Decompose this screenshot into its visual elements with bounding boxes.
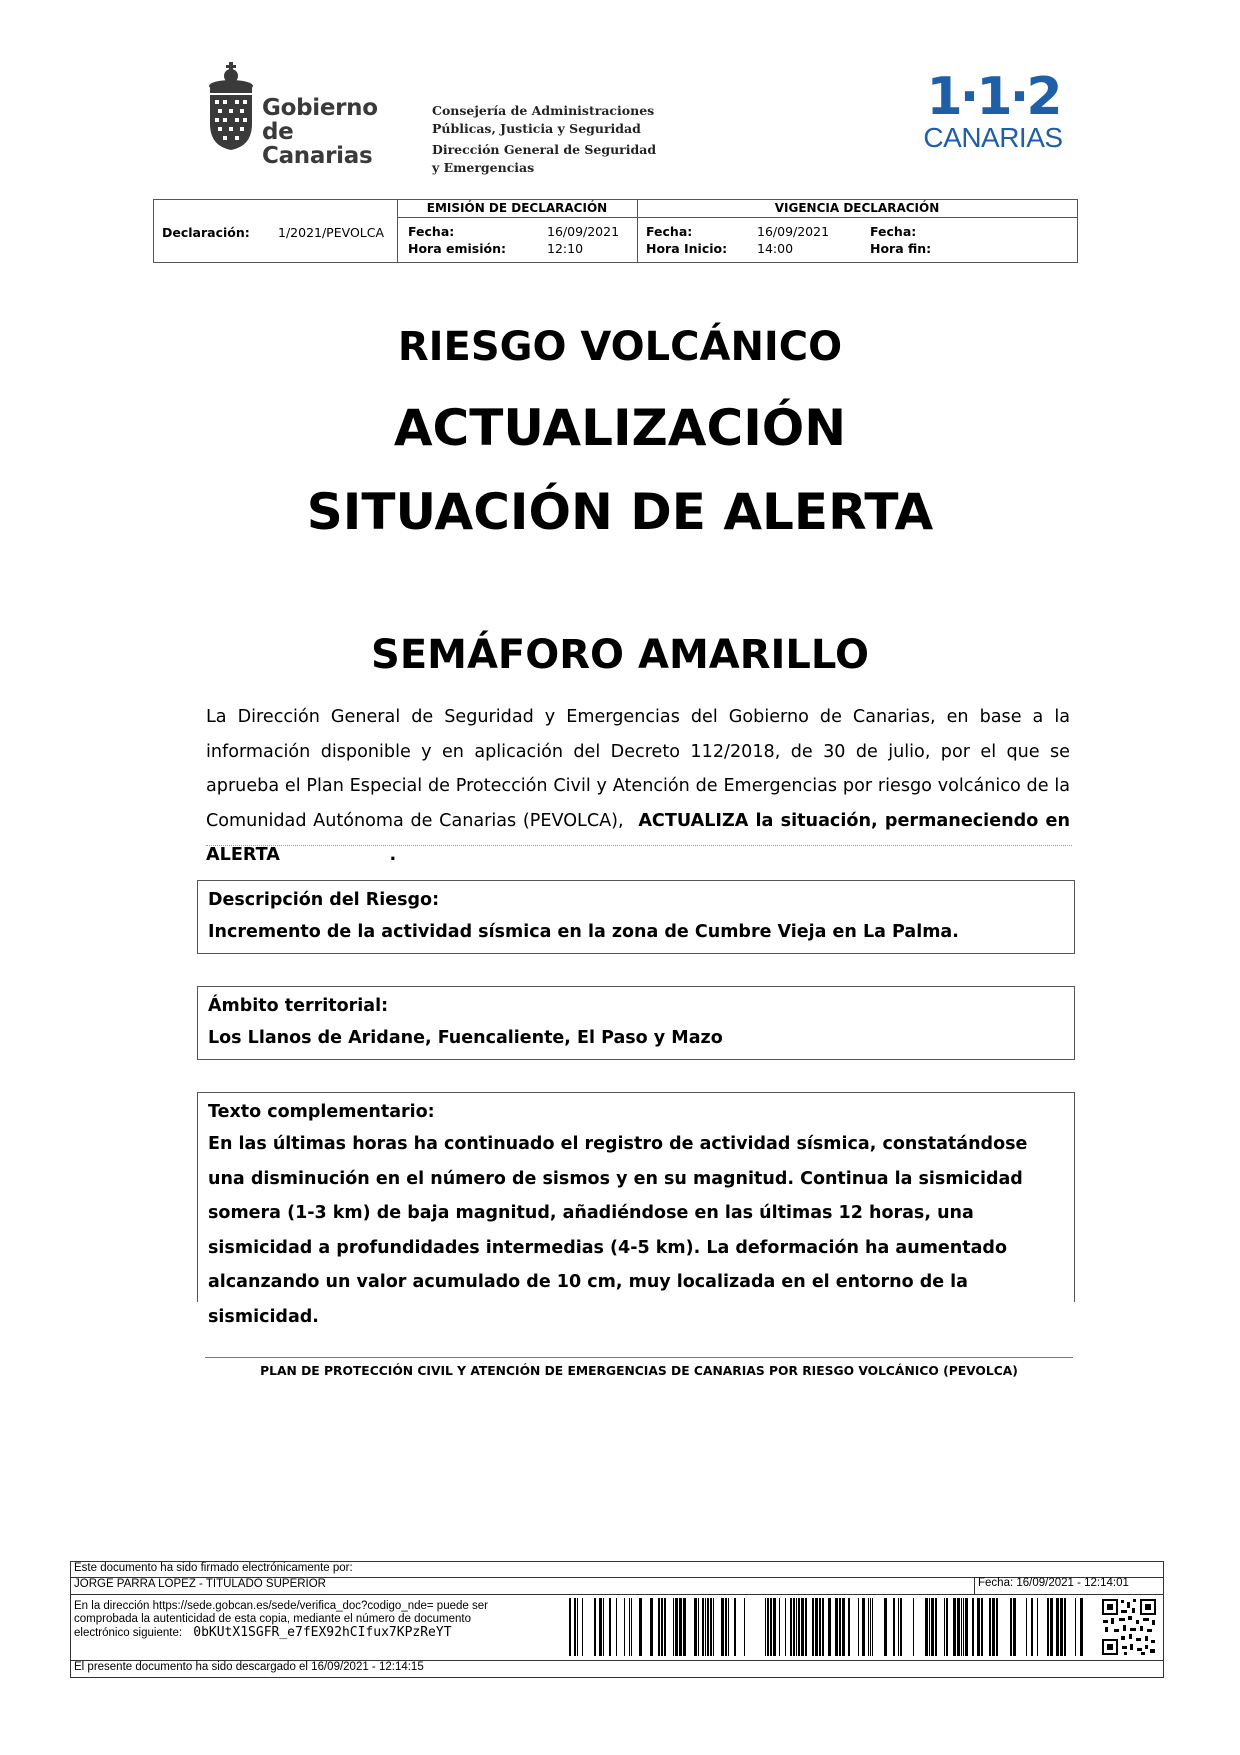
consejeria-line1: Consejería de Administraciones <box>432 103 655 118</box>
hora-fin-label: Hora fin: <box>870 241 932 256</box>
signer-row <box>71 1578 1163 1595</box>
plan-footer: PLAN DE PROTECCIÓN CIVIL Y ATENCIÓN DE EMERGENCIAS DE CANARIAS POR RIESGO VOLCÁNICO (PEVOLCA) <box>260 1364 1018 1378</box>
logo-112-canarias <box>918 67 1068 160</box>
verify-text <box>74 1600 488 1640</box>
texto-complementario-box <box>197 1092 1075 1327</box>
signer-name: JORGE PARRA LOPEZ - TITULADO SUPERIOR <box>74 1578 326 1590</box>
direccion-line2: y Emergencias <box>432 159 535 175</box>
verify-line2: comprobada la autenticidad de esta copia, mediante el número de documento <box>74 1613 472 1625</box>
hora-emision: 12:10 <box>547 241 584 256</box>
fecha-fin-label: Fecha: <box>870 224 917 239</box>
downloaded-text: El presente documento ha sido descargado el 16/09/2021 - 12:14:15 <box>74 1661 424 1673</box>
ambito-value: Los Llanos de Aridane, Fuencaliente, El Paso y Mazo <box>208 1028 723 1048</box>
barcode-icon <box>569 1598 1089 1656</box>
declaration-value: 1/2021/PEVOLCA <box>278 225 385 240</box>
verify-line1: En la dirección https://sede.gobcan.es/sede/verifica_doc?codigo_nde= puede ser <box>74 1600 488 1612</box>
logo-112-region: CANARIAS <box>923 122 1063 153</box>
ambito-label: Ámbito territorial: <box>208 996 389 1016</box>
vigencia-fecha: 16/09/2021 <box>757 224 830 239</box>
sign-date: Fecha: 16/09/2021 - 12:14:01 <box>974 1577 1164 1594</box>
logo-112-number: 1·1·2 <box>926 67 1060 127</box>
hora-inicio: 14:00 <box>757 241 794 256</box>
gobierno-name <box>262 96 406 168</box>
gobierno-line2: de Canarias <box>262 119 373 169</box>
declaration-label: Declaración: <box>162 225 250 240</box>
verify-row <box>71 1595 1163 1661</box>
intro-paragraph <box>206 700 1070 873</box>
verify-line3: electrónico siguiente: <box>74 1627 183 1639</box>
emision-header: EMISIÓN DE DECLARACIÓN <box>426 201 608 215</box>
coat-of-arms-icon <box>206 62 256 152</box>
gobierno-line1: Gobierno <box>262 95 378 121</box>
title-riesgo: RIESGO VOLCÁNICO <box>397 324 843 370</box>
declaration-table <box>153 199 1078 263</box>
descripcion-box <box>197 880 1075 954</box>
texto-value: En las últimas horas ha continuado el registro de actividad sísmica, constatándose una disminución en el número de sismos y en su magnitud. Continua la sismicidad somera (1-3 km) de baja magnitud, añadiéndose en las últimas 12 horas, una sismicidad a profundidades intermedias (4-5 km). La deformación ha aumentado alcanzando un valor acumulado de 10 cm, muy localizada en el entorno de la sismicidad. <box>208 1134 1028 1327</box>
texto-label: Texto complementario: <box>208 1102 435 1122</box>
title-actualizacion: ACTUALIZACIÓN <box>393 399 847 457</box>
qr-code-icon <box>1099 1596 1159 1658</box>
intro-bold-text: ACTUALIZA la situación, permaneciendo en ALERTA <box>206 810 1071 865</box>
emision-fecha-label: Fecha: <box>408 224 455 239</box>
signed-by-row <box>71 1562 1163 1578</box>
consejeria-block <box>432 102 656 176</box>
descripcion-label: Descripción del Riesgo: <box>208 890 440 910</box>
title-situacion: SITUACIÓN DE ALERTA <box>306 483 934 541</box>
hora-inicio-label: Hora Inicio: <box>646 241 728 256</box>
signature-block <box>70 1561 1164 1678</box>
footer-divider <box>205 1357 1073 1358</box>
document-code: 0bKUtX1SGFR_e7fEX92hCIfux7KPzReYT <box>193 1625 452 1640</box>
vigencia-header: VIGENCIA DECLARACIÓN <box>774 201 940 215</box>
descripcion-value: Incremento de la actividad sísmica en la zona de Cumbre Vieja en La Palma. <box>208 922 959 942</box>
gobierno-canarias-logo <box>206 62 406 169</box>
vigencia-fecha-label: Fecha: <box>646 224 693 239</box>
consejeria-line2: Públicas, Justicia y Seguridad <box>432 120 641 136</box>
signed-by-label: Este documento ha sido firmado electrónicamente por: <box>74 1562 353 1574</box>
hora-emision-label: Hora emisión: <box>408 241 506 256</box>
dotted-divider <box>206 845 1072 846</box>
downloaded-row <box>71 1661 1163 1678</box>
ambito-box <box>197 986 1075 1060</box>
intro-text: La Dirección General de Seguridad y Emergencias del Gobierno de Canarias, en base a la información disponible y en aplicación del Decreto 112/2018, de 30 de julio, por el que se aprueba el Plan Especial de Protección Civil y Atención de Emergencias por riesgo volcánico de la Comunidad Autónoma de Canarias (PEVOLCA), <box>206 707 1070 831</box>
direccion-line1: Dirección General de Seguridad <box>432 142 657 157</box>
title-semaforo: SEMÁFORO AMARILLO <box>371 632 869 678</box>
intro-period: . <box>389 845 397 865</box>
emision-fecha: 16/09/2021 <box>547 224 620 239</box>
